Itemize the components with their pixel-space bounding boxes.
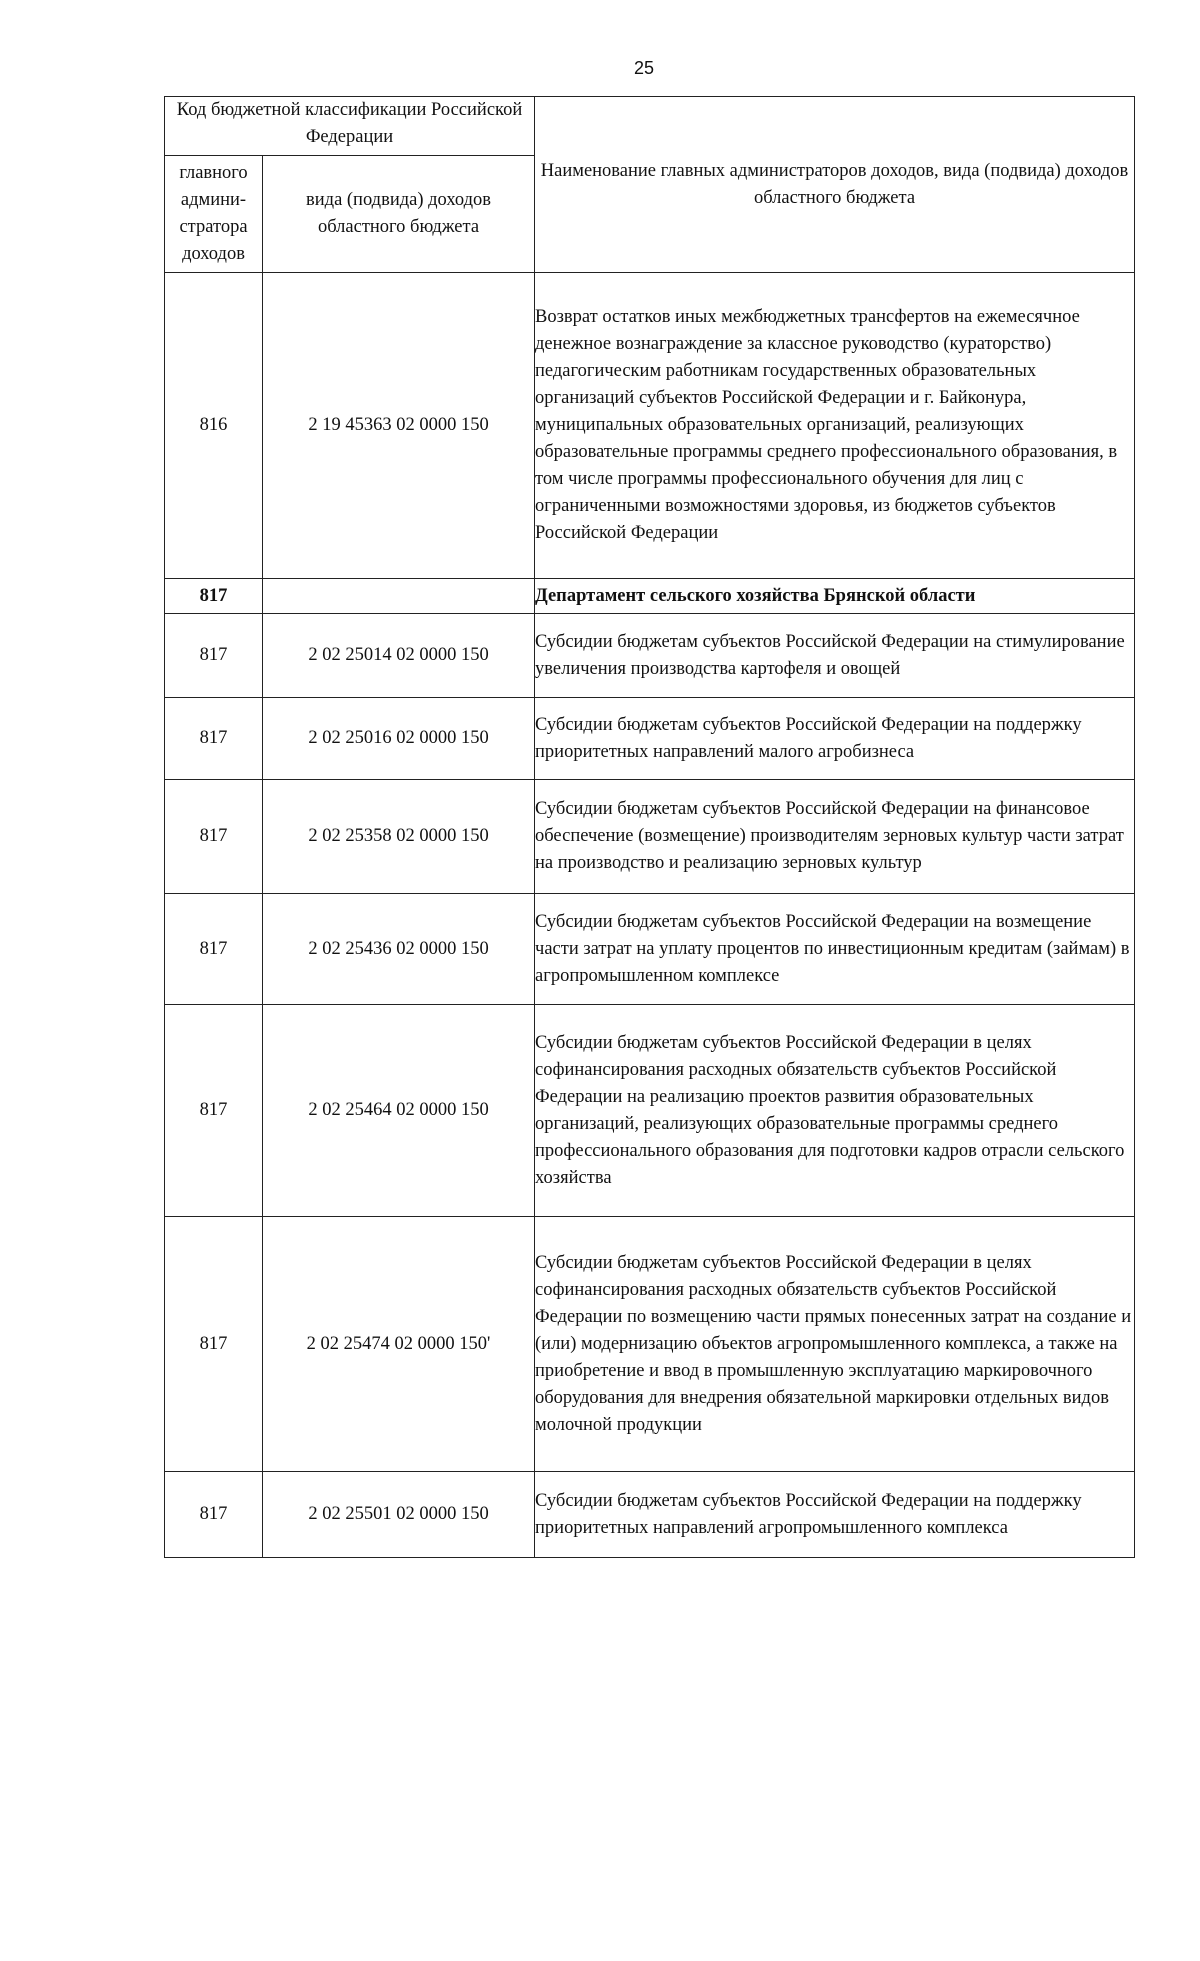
- revenue-name-cell: Субсидии бюджетам субъектов Российской Федерации на стимулирование увеличения производства картофеля и овощей: [535, 614, 1135, 698]
- header-budget-code-group: Код бюджетной классификации Российской Федерации: [165, 97, 535, 156]
- table-row: [165, 614, 1135, 698]
- revenue-code-cell: 2 19 45363 02 0000 150: [263, 273, 535, 579]
- table-row: [165, 273, 1135, 579]
- admin-code-cell: 817: [165, 894, 263, 1005]
- table-row: [165, 894, 1135, 1005]
- page-number: 25: [633, 58, 655, 78]
- table-row: [165, 1217, 1135, 1472]
- revenue-name-cell: Возврат остатков иных межбюджетных трансфертов на ежемесячное денежное вознаграждение за классное руководство (кураторство) педагогическим работникам государственных образовательных организаций субъектов Российской Федерации и г. Байконура, муниципальных образовательных организаций, реализующих образовательные программы среднего профессионального образования, в том числе программы профессионального обучения для лиц с ограниченными возможностями здоровья, из бюджетов субъектов Российской Федерации: [535, 273, 1135, 579]
- revenue-name-cell: Субсидии бюджетам субъектов Российской Федерации на поддержку приоритетных направлений агропромышленного комплекса: [535, 1472, 1135, 1558]
- revenue-code-cell: 2 02 25436 02 0000 150: [263, 894, 535, 1005]
- revenue-code-cell: 2 02 25464 02 0000 150: [263, 1005, 535, 1217]
- admin-code-cell: 816: [165, 273, 263, 579]
- revenue-code-cell: [263, 579, 535, 614]
- admin-code-cell: 817: [165, 614, 263, 698]
- header-code-column: вида (подвида) доходов областного бюджета: [263, 156, 535, 273]
- revenue-code-cell: 2 02 25358 02 0000 150: [263, 780, 535, 894]
- revenue-name-cell: Субсидии бюджетам субъектов Российской Федерации в целях софинансирования расходных обязательств субъектов Российской Федерации на реализацию проектов развития образовательных организаций, реализующих образовательные программы среднего профессионального образования для подготовки кадров отрасли сельского хозяйства: [535, 1005, 1135, 1217]
- admin-code-cell: 817: [165, 698, 263, 780]
- revenue-code-cell: 2 02 25014 02 0000 150: [263, 614, 535, 698]
- table-row: [165, 698, 1135, 780]
- admin-code-cell: 817: [165, 1217, 263, 1472]
- budget-classification-table: [164, 96, 1135, 1558]
- table-row: [165, 780, 1135, 894]
- table-row: [165, 1472, 1135, 1558]
- header-row-group: [165, 97, 1135, 156]
- revenue-code-cell: 2 02 25501 02 0000 150: [263, 1472, 535, 1558]
- revenue-name-cell: Субсидии бюджетам субъектов Российской Федерации на поддержку приоритетных направлений малого агробизнеса: [535, 698, 1135, 780]
- header-name-column: Наименование главных администраторов доходов, вида (подвида) доходов областного бюджета: [535, 97, 1135, 273]
- header-admin-column: главного админи-стратора доходов: [165, 156, 263, 273]
- revenue-code-cell: 2 02 25474 02 0000 150': [263, 1217, 535, 1472]
- admin-code-cell: 817: [165, 579, 263, 614]
- revenue-name-cell: Субсидии бюджетам субъектов Российской Федерации на финансовое обеспечение (возмещение) производителям зерновых культур части затрат на производство и реализацию зерновых культур: [535, 780, 1135, 894]
- department-name-cell: Департамент сельского хозяйства Брянской области: [535, 579, 1135, 614]
- table-row: [165, 1005, 1135, 1217]
- admin-code-cell: 817: [165, 1472, 263, 1558]
- revenue-name-cell: Субсидии бюджетам субъектов Российской Федерации в целях софинансирования расходных обязательств субъектов Российской Федерации по возмещению части прямых понесенных затрат на создание и (или) модернизацию объектов агропромышленного комплекса, а также на приобретение и ввод в промышленную эксплуатацию маркировочного оборудования для внедрения обязательной маркировки отдельных видов молочной продукции: [535, 1217, 1135, 1472]
- revenue-name-cell: Субсидии бюджетам субъектов Российской Федерации на возмещение части затрат на уплату процентов по инвестиционным кредитам (займам) в агропромышленном комплексе: [535, 894, 1135, 1005]
- department-row: [165, 579, 1135, 614]
- admin-code-cell: 817: [165, 780, 263, 894]
- revenue-code-cell: 2 02 25016 02 0000 150: [263, 698, 535, 780]
- admin-code-cell: 817: [165, 1005, 263, 1217]
